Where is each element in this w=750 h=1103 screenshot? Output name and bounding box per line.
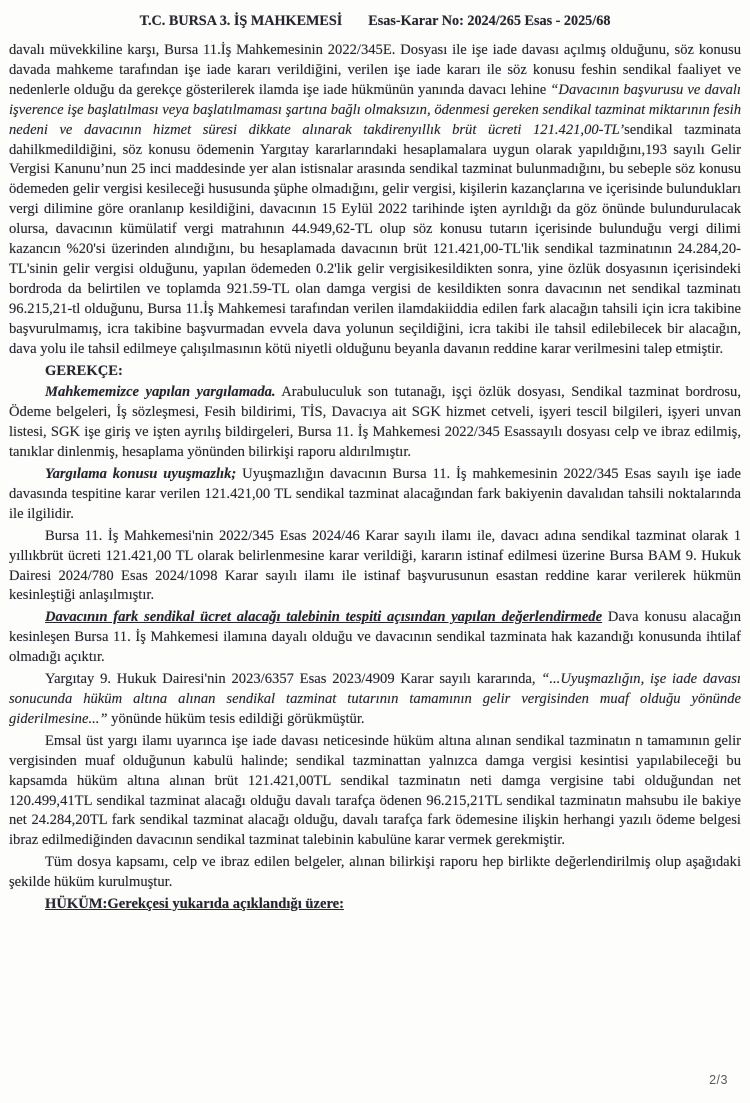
paragraph-dispute-subject — [9, 465, 741, 525]
paragraph-lead: Davacının fark sendikal ücret alacağı talebinin tespiti açısından yapılan değerlendirmede — [45, 609, 603, 626]
paragraph-bursa-ruling — [9, 527, 741, 607]
paragraph-defendant-response — [9, 41, 741, 360]
quoted-precedent-text: “...Uyuşmazlığın, işe iade davası sonucunda hüküm altına alınan sendikal tazminat tutarının tamamının gelir vergisinden muaf olduğu yönünde giderilmesine...” — [9, 671, 741, 727]
case-number-label: Esas-Karar No: — [368, 13, 464, 29]
paragraph-conclusion — [9, 853, 741, 893]
court-title: T.C. BURSA 3. İŞ MAHKEMESİ — [139, 13, 343, 29]
paragraph-text: yönünde hüküm tesis edildiği görükmüştür. — [107, 710, 365, 727]
paragraph-text: Uyuşmazlığın davacının Bursa 11. İş mahkemesinin 2022/345 Esas sayılı işe iade davasında tespitine karar verilen 121.421,00 TL sendikal tazminat alacağından fark bakiyenin davalıdan tahsili noktalarında ile ilgilidir. — [9, 466, 742, 522]
paragraph-text: sendikal tazminata dahilkmedildiğini, söz konusu ödemenin Yargıtay kararlarındaki hesaplamalara uygun olarak yapıldığını,193 sayılı Gelir Vergisi Kanunu’nun 25 inci maddesinde yer alan istisnalar arasında sendikal tazminat bulunmadığını, bu sebeple söz konusu ödemeden gelir vergisi kesileceği hususunda şüphe olmadığını, gelir vergisi, kişilerin kazançlarına ve içerisinde bulundukları vergi dilimine göre oranlanıp kesildiğini, davacının 15 Eylül 2022 tarihinde işten ayrıldığı da göz önünde bulundurulacak olursa, davacının kümülatif vergi matrahının 44.949,62-TL olup söz konusu tutarın içerisinde bulunduğu vergi dilimi kazancın %20'si üzerinden alındığını, bu hesaplamada davacının brüt 121.421,00-TL'lik sendikal tazminatının 24.284,20-TL'sinin gelir vergisi olduğunu, yapılan ödemeden 0.2'lik gelir vergisikesildikten sonra, yine özlük dosyasının içerisindeki bordroda da belirtilen ve toplamda 921.59-TL olan damga vergisi de kesildikten sonra davacının net sendikal tazminatı 96.215,21-tl olduğunu, Bursa 11.İş Mahkemesi tarafından verilen ilamdakiiddia edilen fark alacağın tahsili için icra takibine başvurulmamış, icra takibine başvurmadan evvela dava yolunun seçildiğini, icra takibi ile tahsil edilebilecek bir alacağın, dava yolu ile tahsil edilmeye çalışılmasının kötü niyetli olduğunu beyanla davanın reddine karar verilmesini talep etmiştir. — [9, 121, 741, 357]
quoted-ruling-text: “Davacının başvurusu ve davalı işverence işe başlatılması veya başlatılmaması şartına bağlı olmaksızın, ödenmesi gereken sendikal tazminat miktarının fesih nedeni ve davacının hizmet süresi dikkate alınarak takdirenyıllık brüt ücreti 121.421,00-TL’ — [9, 81, 741, 138]
page-number: 2/3 — [709, 1073, 728, 1087]
case-number-line — [368, 13, 610, 30]
heading-gerekce: GEREKÇE: — [45, 362, 123, 379]
paragraph-text: davalı müvekkiline karşı, Bursa 11.İş Mahkemesinin 2022/345E. Dosyası ile işe iade davası açılmış olduğunu, söz konusu davada mahkeme tarafından işe iade kararı verildiğini, verilen işe iade kararı ile söz konusu feshin sendikal faaliyet ve nedenlerle olduğu da gerekçe gösterilerek ilamda işe iade hükmünün yanında davacı lehine — [9, 42, 741, 98]
paragraph-proceedings — [9, 383, 741, 463]
case-number-value: 2024/265 Esas - 2025/68 — [467, 13, 611, 29]
paragraph-text: Emsal üst yargı ilamı uyarınca işe iade davası neticesinde hüküm altına alınan sendikal tazminatın n tamamının gelir vergisinden muaf olduğunun kabulü halinde; sendikal tazminattan yalnızca damga vergisi kesintisi yapılabileceği bu kapsamda hüküm altına alınan brüt 121.421,00TL sendikal tazminatın neti damga vergisine tabi olduğundan net 120.499,41TL sendikal tazminat alacağı olduğu davalı tarafça ödenen 96.215,21TL sendikal tazminatın mahsubu ile bakiye net 24.284,20TL fark sendikal tazminat alacağı olduğu, davalı tarafça fark ödemesine ilişkin herhangi yazılı ödeme belgesi ibraz edilmediğinden davacının sendikal tazminat talebinin kabulüne karar vermek gerekmiştir. — [9, 732, 741, 849]
paragraph-text: Dava konusu alacağın kesinleşen Bursa 11. İş Mahkemesi ilamına dayalı olduğu ve davacının sendikal tazminata hak kazandığı konusunda ihtilaf olmadığı açıktır. — [9, 609, 741, 666]
paragraph-lead: Mahkememizce yapılan yargılamada. — [45, 384, 276, 401]
paragraph-lead: Yargılama konusu uyuşmazlık; — [45, 466, 237, 483]
paragraph-text: Yargıtay 9. Hukuk Dairesi'nin 2023/6357 Esas 2023/4909 Karar sayılı kararında, — [45, 671, 542, 688]
paragraph-text: Tüm dosya kapsamı, celp ve ibraz edilen belgeler, alınan bilirkişi raporu hep birlikte değerlendirilmiş olup aşağıdaki şekilde hüküm kurulmuştur. — [9, 854, 741, 891]
document-body — [9, 41, 741, 915]
paragraph-text: Bursa 11. İş Mahkemesi'nin 2022/345 Esas 2024/46 Karar sayılı ilamı ile, davacı adına sendikal tazminat olarak 1 yıllıkbrüt ücreti 121.421,00 TL olarak belirlenmesine karar verildiği, kararın istinaf edilmesi üzerine Bursa BAM 9. Hukuk Dairesi 2024/780 Esas 2024/1098 Karar sayılı ilamı ile istinaf başvurusunun esastan reddine karar verilerek hükmün kesinleştiği anlaşılmıştır. — [9, 527, 741, 604]
document-header — [9, 13, 741, 30]
paragraph-assessment — [9, 608, 741, 668]
paragraph-calculation — [9, 732, 741, 851]
paragraph-yargitay-precedent — [9, 670, 741, 730]
paragraph-text: Arabuluculuk son tutanağı, işçi özlük dosyası, Sendikal tazminat bordrosu, Ödeme belgeleri, İş sözleşmesi, Fesih bildirimi, TİS, Davacıya ait SGK hizmet cetveli, işyeri tescil bilgileri, işyeri unvan listesi, SGK işe giriş ve işten ayrılış bildirgeleri, Bursa 11. İş Mahkemesi 2022/345 Esassayılı dosyası celp ve ibraz edilmiş, tanıklar dinlenmiş, hesaplama yönünden bilirkişi raporu aldırılmıştır. — [9, 384, 742, 461]
heading-hukum: HÜKÜM:Gerekçesi yukarıda açıklandığı üzere: — [45, 896, 345, 913]
